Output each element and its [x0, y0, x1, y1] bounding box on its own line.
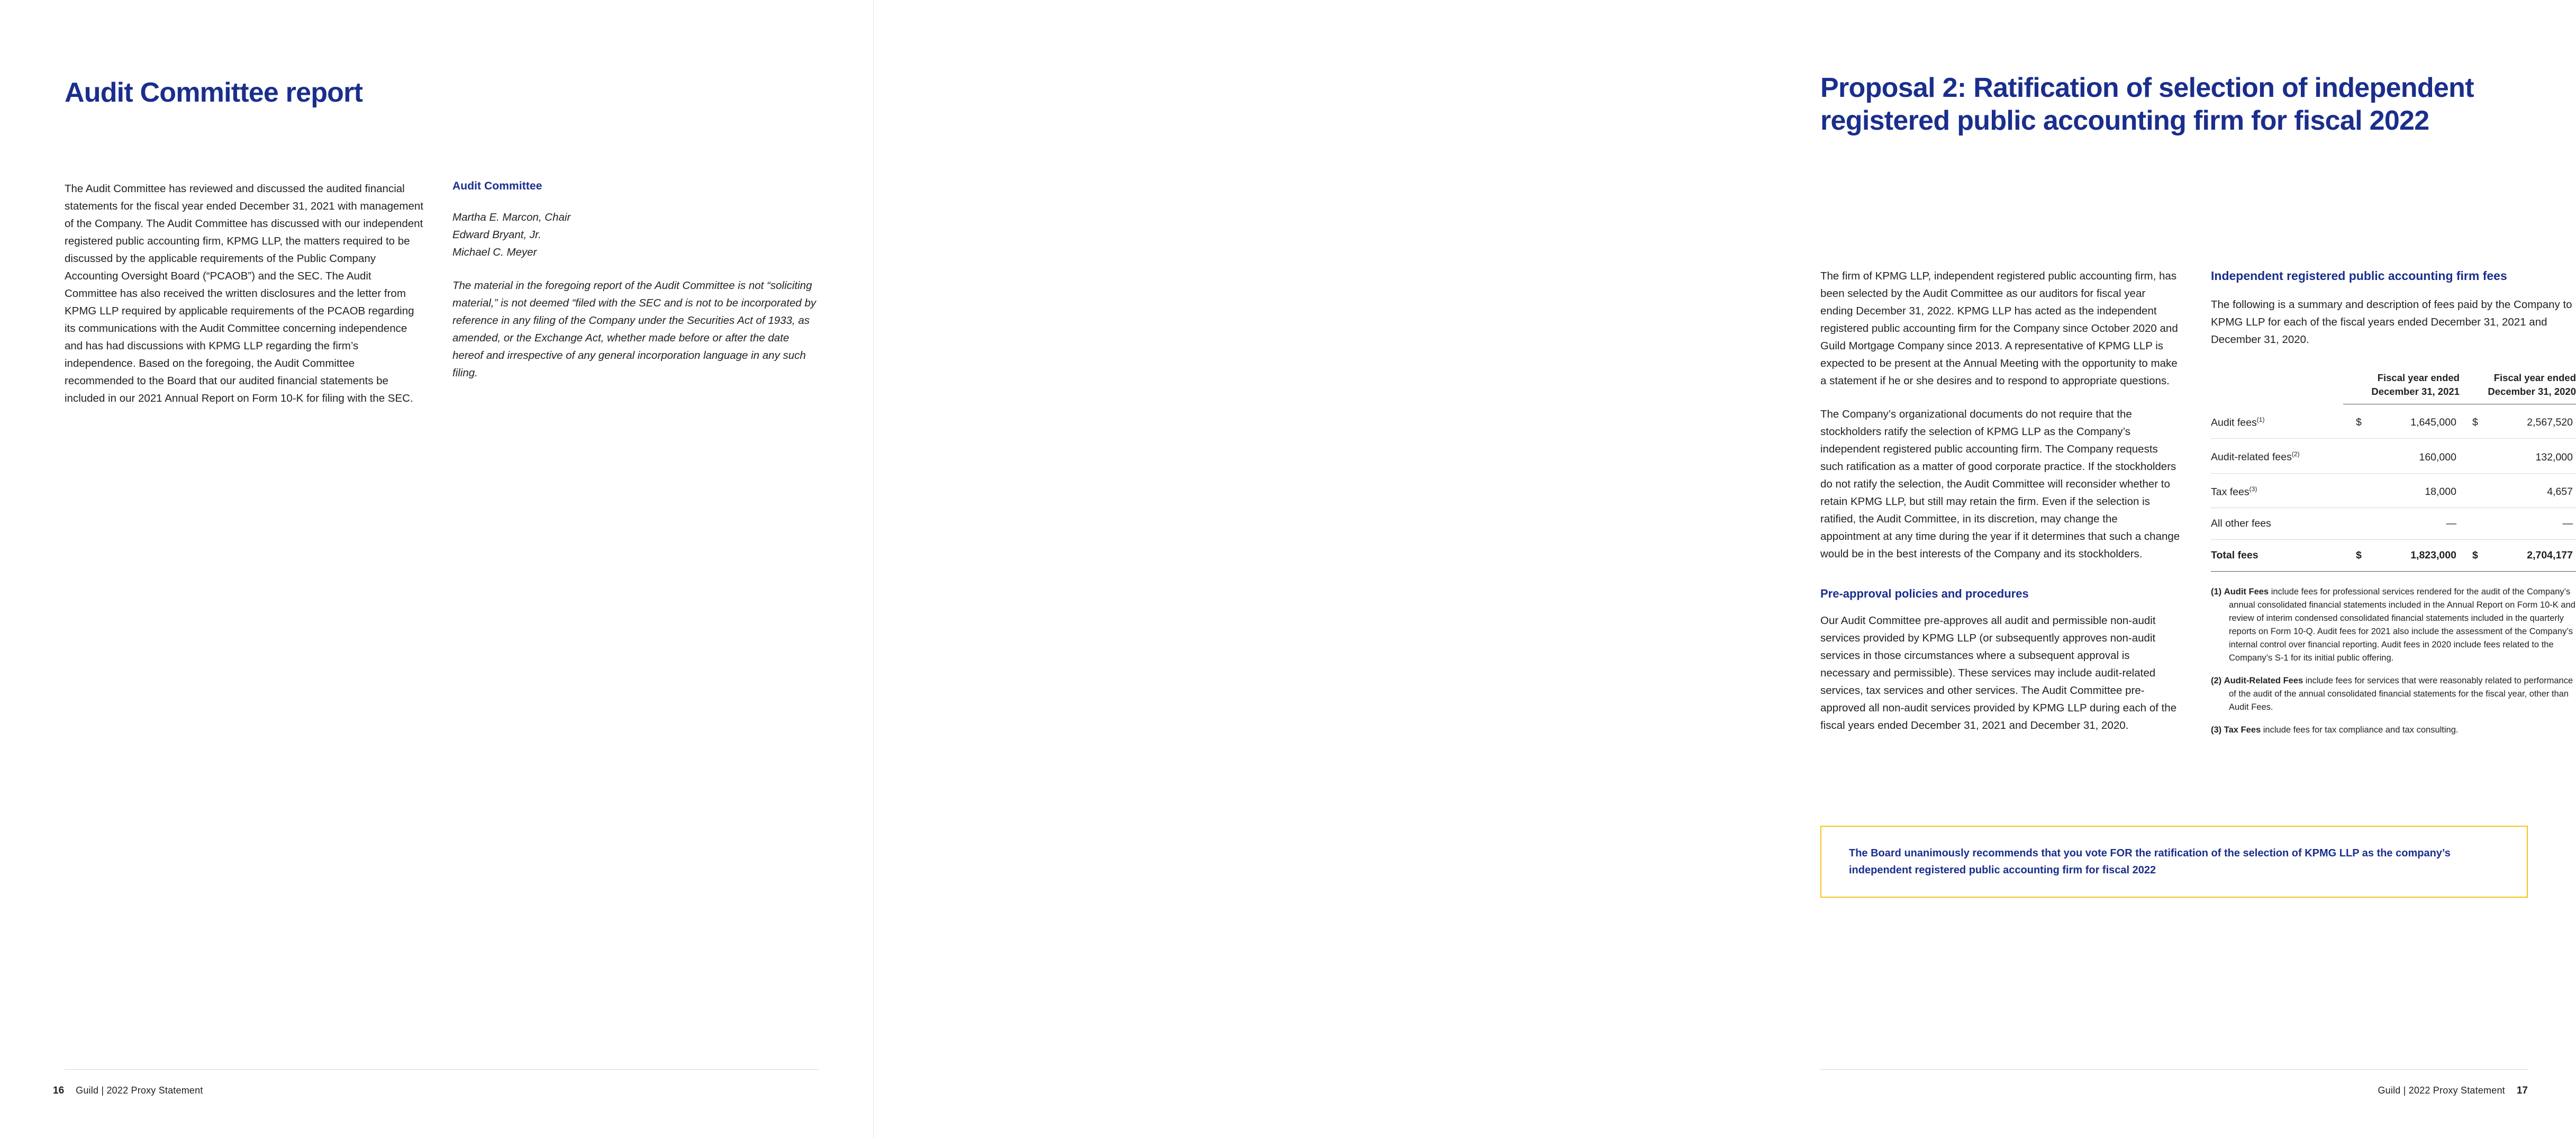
- row-label: [2211, 404, 2343, 439]
- table-header-row: [2211, 364, 2576, 404]
- audit-committee-report-body: The Audit Committee has reviewed and discussed the audited financial statements for the fiscal year ended December 31, 2021 with management of the Company. The Audit Committee has discussed with our independent registered public accounting firm, KPMG LLP, the matters required to be discussed by the applicable requirements of the Public Company Accounting Oversight Board (“PCAOB”) and the SEC. The Audit Committee has also received the written disclosures and the letter from KPMG LLP required by applicable requirements of the PCAOB regarding its communications with the Audit Committee concerning independence and has had discussions with KPMG LLP regarding the firm’s independence. Based on the foregoing, the Audit Committee recommended to the Board that our audited financial statements be included in our 2021 Annual Report on Form 10-K for filing with the SEC.: [65, 183, 424, 404]
- audit-committee-disclaimer: The material in the foregoing report of the Audit Committee is not “soliciting material,” is not deemed “filed with the SEC and is not to be incorporated by reference in any filing of the Company under the Securities Act of 1933, as amended, or the Exchange Act, whether made before or after the date hereof and irrespective of any general incorporation language in any such filing.: [452, 279, 817, 379]
- footnote-term: Tax Fees: [2224, 725, 2261, 735]
- table-row: [2211, 404, 2576, 439]
- page-number-left: 16: [53, 1085, 65, 1096]
- header-fy-2021-line1: Fiscal year ended: [2377, 372, 2460, 383]
- currency-2021: $: [2343, 404, 2374, 439]
- table-row: [2211, 473, 2576, 508]
- page-number-right: 17: [2516, 1085, 2528, 1096]
- row-label: [2211, 439, 2343, 474]
- table-row: [2211, 508, 2576, 540]
- right-page: [873, 0, 2576, 1138]
- proposal-paragraph: The firm of KPMG LLP, independent registered public accounting firm, has been selected by the Audit Committee as our auditors for fiscal year ending December 31, 2022. KPMG LLP has acted as the independent registered public accounting firm for the Company since October 2020 and Guild Mortgage Company since 2013. A representative of KPMG LLP is expected to be present at the Annual Meeting with the opportunity to make a statement if he or she desires and to respond to appropriate questions.: [1820, 270, 2178, 387]
- audit-committee-members: [452, 209, 818, 261]
- currency-2021: [2343, 508, 2374, 540]
- footnote-marker: (2): [2211, 676, 2222, 685]
- row-footnote-marker: (1): [2256, 416, 2265, 423]
- currency-2021: [2343, 439, 2374, 474]
- footnote-text: include fees for tax compliance and tax consulting.: [2261, 725, 2459, 735]
- value-2021: 160,000: [2374, 439, 2460, 474]
- footer-divider-left: [65, 1069, 819, 1070]
- footnote-marker: (1): [2211, 587, 2222, 597]
- value-2020: 4,657: [2490, 473, 2576, 508]
- row-footnote-marker: (2): [2291, 450, 2300, 458]
- value-2020: 2,567,520: [2490, 404, 2576, 439]
- currency-2020: [2460, 508, 2490, 540]
- value-2021: 1,645,000: [2374, 404, 2460, 439]
- left-page: [0, 0, 873, 1138]
- footnote-term: Audit Fees: [2224, 587, 2269, 597]
- footnote-text: include fees for professional services rendered for the audit of the Company’s annual consolidated financial statements included in the Annual Report on Form 10-K and review of interim condensed consolidated financial statements included in the quarterly reports on Form 10-Q. Audit fees for 2021 also include the assessment of the Company’s internal control over financial reporting. Audit fees in 2020 include fees related to the Company’s S-1 for its initial public offering.: [2229, 587, 2575, 663]
- total-value-2020: 2,704,177: [2490, 540, 2576, 572]
- committee-member: Michael C. Meyer: [452, 246, 537, 258]
- board-recommendation-text: The Board unanimously recommends that you vote FOR the ratification of the selection of KPMG LLP as the company’s independent registered public accounting firm for fiscal 2022: [1849, 847, 2451, 876]
- row-label: [2211, 473, 2343, 508]
- page-title-audit-committee-report: Audit Committee report: [65, 77, 363, 108]
- footnote: [2211, 724, 2576, 737]
- fees-intro: The following is a summary and description of fees paid by the Company to KPMG LLP for each of the fiscal years ended December 31, 2021 and December 31, 2020.: [2211, 299, 2572, 346]
- value-2020: —: [2490, 508, 2576, 540]
- footnote: [2211, 585, 2576, 665]
- footer-divider-right: [1820, 1069, 2528, 1070]
- fees-table: [2211, 364, 2576, 572]
- preapproval-body: Our Audit Committee pre-approves all audit and permissible non-audit services provided by KPMG LLP (or subsequently approves non-audit services in those circumstances where a subsequent approval is necessary and permissible). These services may include audit-related services, tax services and other services. The Audit Committee pre-approved all non-audit services provided by KPMG LLP during each of the fiscal years ended December 31, 2021 and December 31, 2020.: [1820, 615, 2177, 731]
- footnote-text: include fees for services that were reasonably related to performance of the audit of the annual consolidated financial statements for the fiscal year, other than Audit Fees.: [2229, 676, 2573, 712]
- row-label: All other fees: [2211, 508, 2343, 540]
- footnote-term: Audit-Related Fees: [2224, 676, 2303, 685]
- row-label-text: Audit fees: [2211, 417, 2257, 428]
- table-row-total: [2211, 540, 2576, 572]
- total-label: Total fees: [2211, 540, 2343, 572]
- value-2021: —: [2374, 508, 2460, 540]
- total-currency-2020: $: [2460, 540, 2490, 572]
- footnote: [2211, 674, 2576, 714]
- committee-member: Edward Bryant, Jr.: [452, 229, 541, 241]
- currency-2021: [2343, 473, 2374, 508]
- header-fy-2020: [2460, 364, 2576, 404]
- row-footnote-marker: (3): [2249, 485, 2257, 493]
- total-value-2021: 1,823,000: [2374, 540, 2460, 572]
- footer-text-left: Guild | 2022 Proxy Statement: [76, 1085, 203, 1096]
- proposal-paragraph: The Company’s organizational documents do not require that the stockholders ratify the selection of KPMG LLP as the Company’s independent registered public accounting firm. The Company requests such ratification as a matter of good corporate practice. If the stockholders do not ratify the selection, the Audit Committee will reconsider whether to retain KPMG LLP, but still may retain the firm. Even if the selection is ratified, the Audit Committee, in its discretion, may change the appointment at any time during the year if it determines that such a change would be in the best interests of the Company and its stockholders.: [1820, 408, 2180, 560]
- audit-committee-sidebar: [452, 180, 818, 382]
- header-fy-2020-line2: December 31, 2020: [2488, 386, 2576, 397]
- header-fy-2021-line2: December 31, 2021: [2371, 386, 2460, 397]
- footer-text-right: Guild | 2022 Proxy Statement: [2378, 1085, 2505, 1096]
- proposal-2-left-column: [1820, 267, 2180, 750]
- value-2020: 132,000: [2490, 439, 2576, 474]
- currency-2020: [2460, 439, 2490, 474]
- board-recommendation-box: [1820, 826, 2528, 898]
- footnote-marker: (3): [2211, 725, 2222, 735]
- currency-2020: [2460, 473, 2490, 508]
- audit-committee-heading: Audit Committee: [452, 180, 542, 192]
- footer-left: [53, 1085, 203, 1097]
- table-row: [2211, 439, 2576, 474]
- fees-heading: Independent registered public accounting firm fees: [2211, 269, 2507, 283]
- total-currency-2021: $: [2343, 540, 2374, 572]
- page-title-proposal-2: Proposal 2: Ratification of selection of independent registered public accounting firm for fiscal 2022: [1820, 72, 2474, 136]
- footer-right: [2217, 1085, 2528, 1097]
- fees-column: [2211, 267, 2576, 746]
- value-2021: 18,000: [2374, 473, 2460, 508]
- row-label-text: Tax fees: [2211, 486, 2250, 498]
- header-fy-2020-line1: Fiscal year ended: [2493, 372, 2576, 383]
- header-blank: [2211, 364, 2343, 404]
- preapproval-heading: Pre-approval policies and procedures: [1820, 587, 2029, 600]
- fees-footnotes: [2211, 585, 2576, 737]
- currency-2020: $: [2460, 404, 2490, 439]
- row-label-text: Audit-related fees: [2211, 451, 2292, 463]
- committee-member: Martha E. Marcon, Chair: [452, 211, 571, 223]
- header-fy-2021: [2343, 364, 2460, 404]
